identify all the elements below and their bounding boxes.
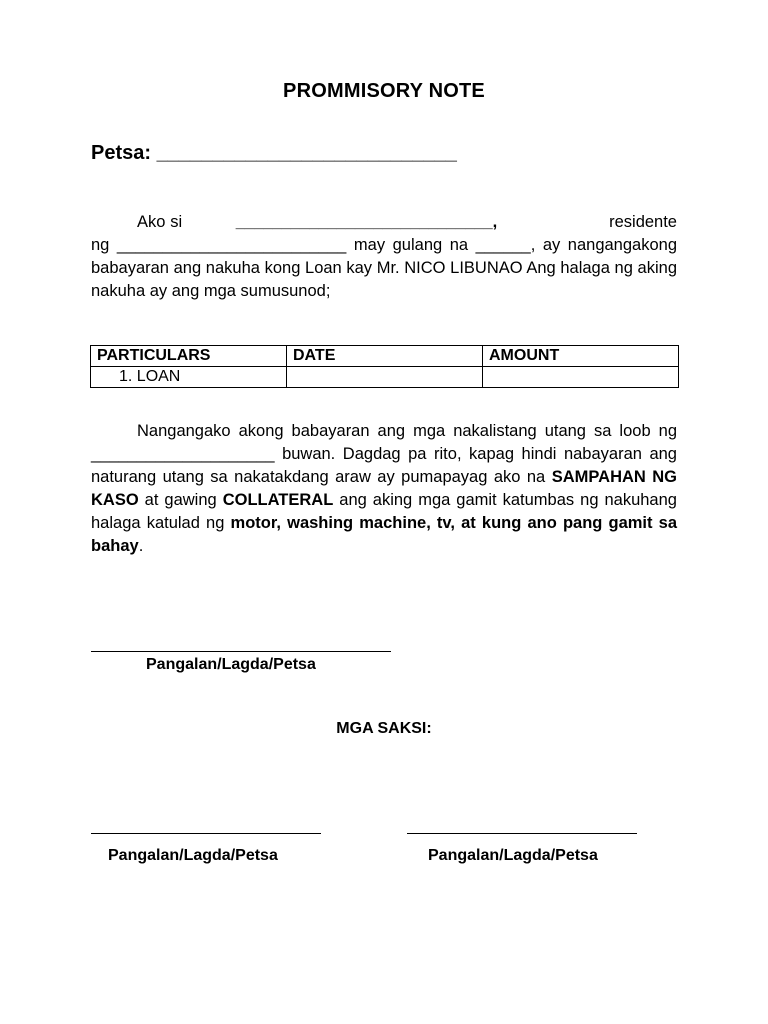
promise-bold-2: COLLATERAL xyxy=(222,491,334,509)
header-amount: AMOUNT xyxy=(483,346,679,367)
paragraph-declaration xyxy=(91,211,677,303)
header-particulars: PARTICULARS xyxy=(91,346,287,367)
promise-text-2: at gawing xyxy=(144,491,217,509)
witness1-label: Pangalan/Lagda/Petsa xyxy=(108,847,278,864)
particulars-table xyxy=(90,345,679,388)
promise-bold-3: motor, washing machine, tv, at kung ano pang gamit sa bahay xyxy=(91,514,677,555)
cell-date xyxy=(287,367,483,388)
promise-text-3: ang aking mga gamit katumbas ng nakuhang halaga katulad ng xyxy=(91,491,677,532)
cell-particular: 1. LOAN xyxy=(91,367,287,388)
witness2-label: Pangalan/Lagda/Petsa xyxy=(428,847,598,864)
petsa-field: Petsa: ___________________________ xyxy=(91,142,457,164)
loan-text: babayaran ang nakuha kong Loan kay Mr. NICO LIBUNAO Ang halaga ng aking nakuha ay ang mga sumusunod; xyxy=(91,259,677,300)
paragraph-promise xyxy=(91,420,677,558)
witness-heading: MGA SAKSI: xyxy=(336,720,432,737)
promise-bold-1: SAMPAHAN NG KASO xyxy=(91,468,678,509)
signature-line xyxy=(91,651,391,652)
header-date: DATE xyxy=(287,346,483,367)
residente-text: residente ng xyxy=(91,213,677,254)
table-header-row xyxy=(91,346,679,367)
witness1-signature-line xyxy=(91,833,321,834)
document-title: PROMMISORY NOTE xyxy=(283,80,485,102)
age-text: may gulang na ______, ay nangangakong xyxy=(353,236,677,254)
promise-text-1: Nangangako akong babayaran ang mga nakalistang utang sa loob ng ____________________ buwan. Dagdag pa rito, kapag hindi nabayaran ang naturang utang sa nakatakdang araw ay pumapayag ako na xyxy=(91,422,677,486)
table-row xyxy=(91,367,679,388)
ako-si-text: Ako si xyxy=(137,213,183,231)
cell-amount xyxy=(483,367,679,388)
name-blank: ____________________________, xyxy=(235,213,498,231)
witness2-signature-line xyxy=(407,833,637,834)
address-blank: _________________________ xyxy=(116,236,347,254)
promise-end: . xyxy=(138,537,144,555)
signature-label: Pangalan/Lagda/Petsa xyxy=(146,656,316,673)
